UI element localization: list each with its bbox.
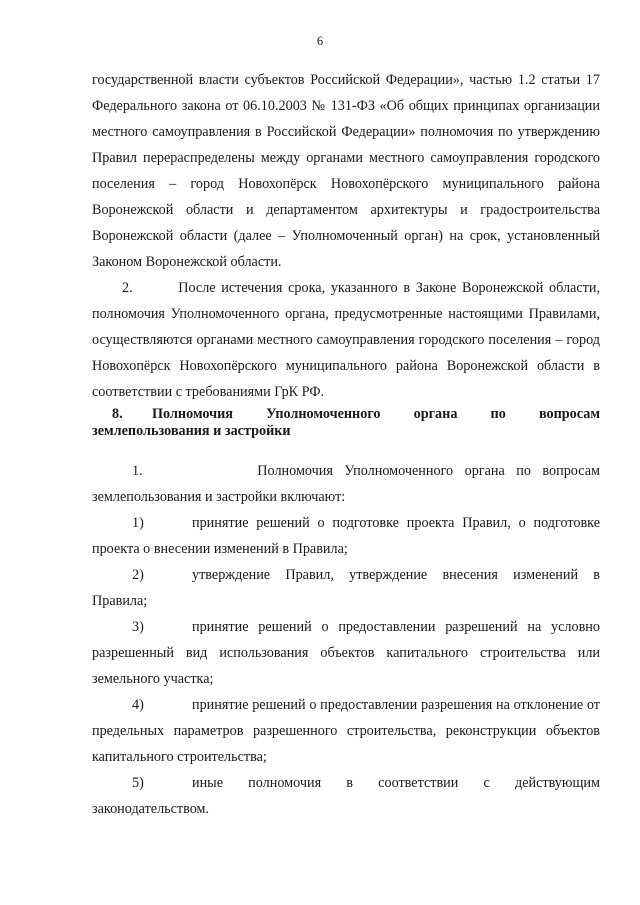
list-item-text: утверждение Правил, утверждение внесения изменений в Правила; (92, 567, 600, 609)
list-item-marker: 3) (132, 619, 144, 635)
section-intro-paragraph: 1. Полномочия Уполномоченного органа по вопросам землепользования и застройки включают: (92, 463, 600, 505)
list-item-text: иные полномочия в соответствии с действующим законодательством. (92, 775, 600, 817)
list-item-marker: 1) (132, 515, 144, 531)
paragraph-continuation: государственной власти субъектов Российской Федерации», частью 1.2 статьи 17 Федерального закона от 06.10.2003 № 131-ФЗ «Об общих принципах организации местного самоуправления в Российской Федерации» полномочия по утверждению Правил перераспределены между органами местного самоуправления городского поселения – город Новохопёрск Новохопёрского муниципального района Воронежской области и департаментом архитектуры и градостроительства Воронежской области (далее – Уполномоченный орган) на срок, установленный Законом Воронежской области. (92, 72, 600, 270)
list-item (92, 770, 600, 822)
list-item-marker: 4) (132, 697, 144, 713)
list-item (92, 692, 600, 770)
list-item-marker: 5) (132, 775, 144, 791)
section-number: 8. (112, 406, 123, 422)
paragraph-item-2: 2. После истечения срока, указанного в Законе Воронежской области, полномочия Уполномоченного органа, предусмотренные настоящими Правилами, осуществляются органами местного самоуправления городского поселения – город Новохопёрск Новохопёрского муниципального района Воронежской области в соответствии с требованиями ГрК РФ. (92, 280, 600, 400)
list-item (92, 510, 600, 562)
section-heading (92, 406, 600, 440)
list-item-marker: 2) (132, 567, 144, 583)
section-title: Полномочия Уполномоченного органа по вопросам землепользования и застройки (92, 406, 600, 439)
list-item-text: принятие решений о предоставлении разрешений на условно разрешенный вид использования объектов капитального строительства или земельного участка; (92, 619, 600, 687)
list-item-text: принятие решений о подготовке проекта Правил, о подготовке проекта о внесении изменений в Правила; (92, 515, 600, 557)
page-number: 6 (316, 34, 324, 48)
list-item-text: принятие решений о предоставлении разрешения на отклонение от предельных параметров разрешенного строительства, реконструкции объектов капитального строительства; (92, 697, 600, 765)
list-item (92, 562, 600, 614)
list-item (92, 614, 600, 692)
